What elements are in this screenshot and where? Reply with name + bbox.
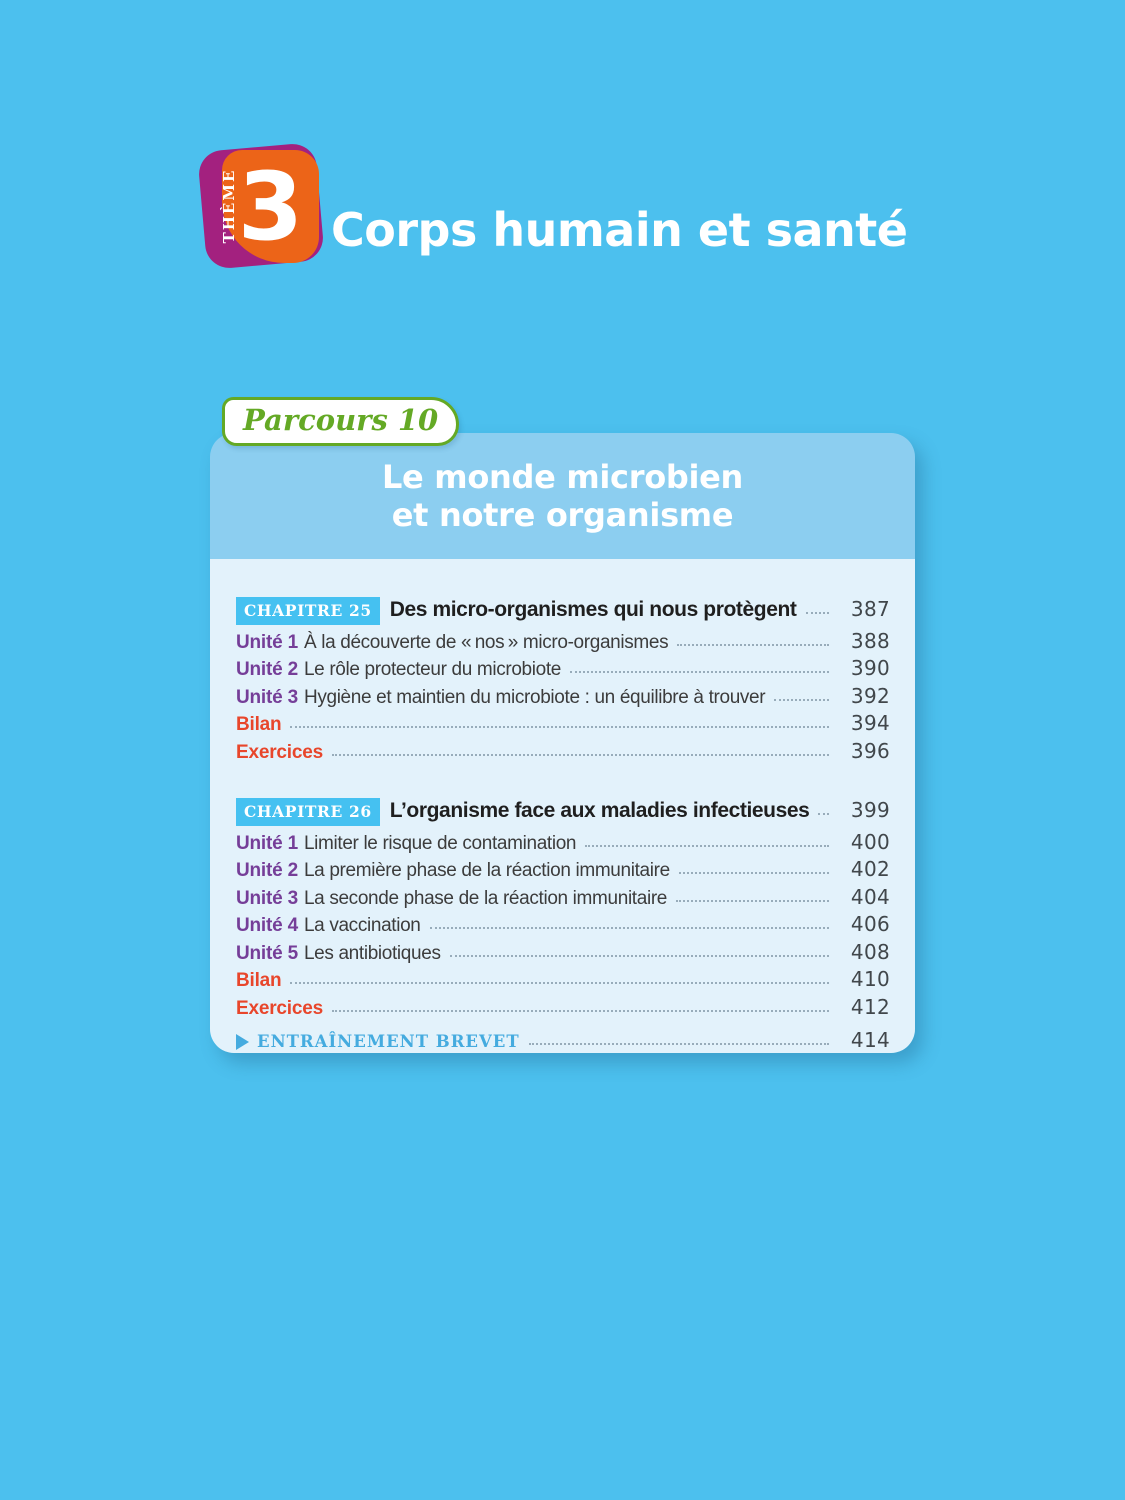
page-number: 404 [850, 884, 890, 909]
unit-label: Unité 4 [236, 915, 298, 936]
theme-badge [202, 147, 320, 265]
exercices-label: Exercices [236, 997, 323, 1019]
card-title-line2: et notre organisme [391, 495, 734, 534]
card-header [210, 433, 915, 559]
page-number: 390 [850, 656, 890, 680]
dotted-leader [332, 1010, 829, 1012]
page-number: 414 [850, 1028, 890, 1052]
bilan-label: Bilan [236, 714, 282, 735]
bilan-label: Bilan [236, 970, 282, 991]
chapter-block [236, 597, 890, 762]
toc [236, 597, 890, 1052]
dotted-leader [679, 872, 829, 874]
chapter-badge: CHAPITRE 26 [236, 798, 380, 826]
dotted-leader [290, 982, 829, 984]
dotted-leader [529, 1043, 829, 1045]
parcours-tab [222, 397, 459, 446]
dotted-leader [818, 813, 829, 815]
page-number: 394 [850, 711, 890, 735]
chapter-block [236, 798, 890, 1052]
dotted-leader [676, 900, 829, 902]
page-title: Corps humain et santé [331, 203, 908, 257]
chapter-title: L’organisme face aux maladies infectieuses [389, 799, 810, 822]
parcours-card [210, 433, 915, 1053]
dotted-leader [450, 955, 829, 957]
page-number: 402 [850, 857, 890, 881]
toc-row-bilan [236, 711, 890, 735]
parcours-label: Parcours 10 [243, 402, 439, 437]
toc-row-exercices [236, 994, 890, 1019]
page-number: 412 [850, 994, 890, 1019]
theme-label: THÈME [220, 168, 238, 244]
brevet-arrow-icon [236, 1034, 249, 1050]
chapter-badge: CHAPITRE 25 [236, 597, 380, 625]
exercices-label: Exercices [236, 741, 323, 763]
dotted-leader [430, 927, 829, 929]
toc-row-unit [236, 683, 890, 708]
page-number: 400 [850, 829, 890, 854]
unit-text: La première phase de la réaction immunitaire [303, 860, 670, 881]
theme-number: 3 [237, 152, 304, 262]
unit-text: Hygiène et maintien du microbiote : un équilibre à trouver [303, 686, 766, 708]
unit-text: La seconde phase de la réaction immunitaire [303, 887, 668, 909]
page-number: 396 [850, 738, 890, 763]
dotted-leader [774, 699, 829, 701]
page-number: 399 [850, 798, 890, 822]
unit-text: Limiter le risque de contamination [303, 832, 577, 854]
unit-label: Unité 3 [236, 887, 298, 909]
toc-row-unit [236, 884, 890, 909]
page-number: 406 [850, 912, 890, 936]
toc-row-bilan [236, 967, 890, 991]
card-body [210, 559, 915, 1053]
unit-text: Le rôle protecteur du microbiote [303, 659, 562, 680]
card-title-line1: Le monde microbien [381, 457, 744, 496]
dotted-leader [332, 754, 829, 756]
dotted-leader [806, 612, 829, 614]
toc-row-unit [236, 939, 890, 964]
dotted-leader [677, 644, 829, 646]
unit-text: À la découverte de « nos » micro-organismes [303, 631, 669, 653]
toc-row-unit [236, 829, 890, 854]
toc-row-unit [236, 857, 890, 881]
unit-text: La vaccination [303, 915, 421, 936]
unit-label: Unité 2 [236, 659, 298, 680]
dotted-leader [585, 845, 829, 847]
unit-text: Les antibiotiques [303, 942, 441, 964]
page-number: 387 [850, 597, 890, 621]
unit-label: Unité 1 [236, 832, 298, 854]
chapter-heading-row [236, 798, 890, 826]
toc-row-unit [236, 628, 890, 653]
unit-label: Unité 3 [236, 686, 298, 708]
chapter-heading-row [236, 597, 890, 625]
page-number: 392 [850, 683, 890, 708]
unit-label: Unité 5 [236, 942, 298, 964]
toc-row-exercices [236, 738, 890, 763]
toc-row-unit [236, 656, 890, 680]
page-number: 408 [850, 939, 890, 964]
page-number: 410 [850, 967, 890, 991]
toc-row-brevet [236, 1028, 890, 1052]
toc-row-unit [236, 912, 890, 936]
brevet-label: ENTRAÎNEMENT BREVET [257, 1032, 520, 1051]
unit-label: Unité 1 [236, 631, 298, 653]
page-number: 388 [850, 628, 890, 653]
chapter-title: Des micro-organismes qui nous protègent [389, 598, 797, 621]
dotted-leader [570, 671, 829, 673]
unit-label: Unité 2 [236, 860, 298, 881]
dotted-leader [290, 726, 829, 728]
